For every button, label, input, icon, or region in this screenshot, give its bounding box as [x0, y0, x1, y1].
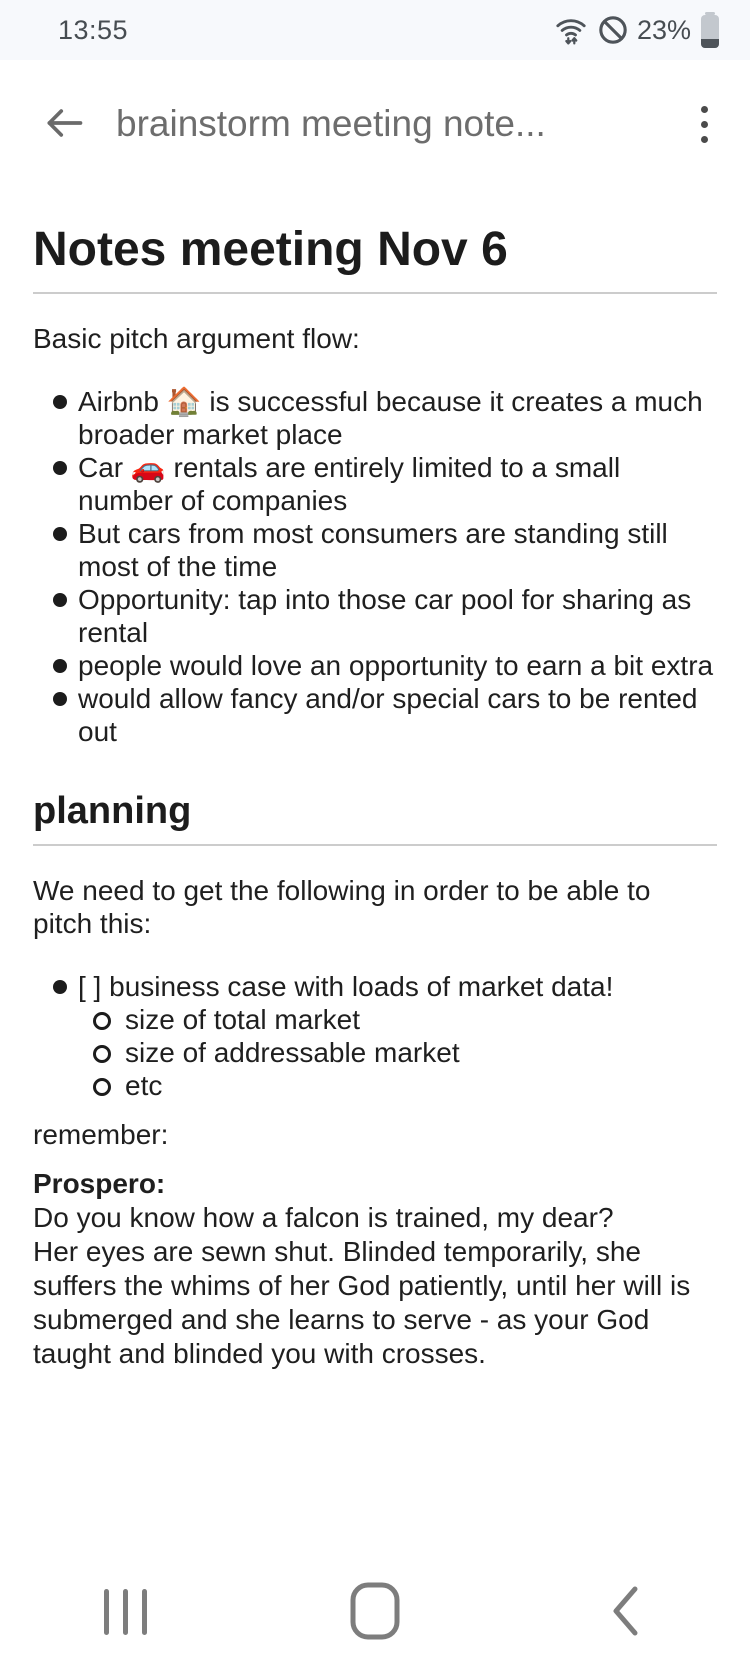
list-item: size of addressable market [33, 1036, 717, 1069]
status-time: 13:55 [58, 14, 129, 45]
quote-speaker: Prospero: [33, 1168, 166, 1199]
planning-bullet-list [33, 970, 717, 1102]
status-bar [0, 0, 750, 60]
kebab-menu-icon [701, 106, 708, 113]
list-item: size of total market [33, 1003, 717, 1036]
nav-back-icon [608, 1583, 642, 1642]
todo-sub-list [78, 1003, 717, 1102]
home-button[interactable] [349, 1581, 401, 1644]
recents-icon [104, 1589, 147, 1635]
list-item: would allow fancy and/or special cars to be rented out [33, 682, 717, 748]
list-item: etc [33, 1069, 717, 1102]
back-button[interactable] [36, 96, 92, 152]
list-item: people would love an opportunity to earn a bit extra [33, 649, 717, 682]
list-item: Car 🚗 rentals are entirely limited to a small number of companies [33, 451, 717, 517]
note-heading: Notes meeting Nov 6 [33, 224, 717, 294]
battery-icon [698, 10, 722, 50]
list-item: But cars from most consumers are standing still most of the time [33, 517, 717, 583]
notifications-blocked-icon [596, 13, 630, 47]
note-title[interactable]: brainstorm meeting note... [116, 103, 546, 144]
list-item: Opportunity: tap into those car pool for sharing as rental [33, 583, 717, 649]
wifi-icon [553, 12, 589, 48]
note-content[interactable] [0, 188, 750, 1563]
planning-intro-paragraph: We need to get the following in order to be able to pitch this: [33, 875, 651, 939]
status-icons [553, 10, 722, 50]
system-nav-bar [0, 1563, 750, 1667]
planning-heading: planning [33, 790, 717, 846]
todo-text: [ ] business case with loads of market data! [78, 971, 614, 1002]
quote-block [33, 1167, 717, 1371]
todo-list-item [33, 970, 717, 1102]
remember-label: remember: [33, 1119, 169, 1150]
recents-button[interactable] [104, 1589, 147, 1635]
nav-back-button[interactable] [608, 1583, 642, 1642]
battery-percent: 23% [636, 14, 691, 45]
home-icon [349, 1581, 401, 1644]
quote-line: Do you know how a falcon is trained, my dear? [33, 1202, 614, 1233]
overflow-menu-button[interactable] [680, 96, 728, 152]
app-bar [0, 60, 750, 188]
pitch-bullet-list [33, 385, 717, 748]
back-arrow-icon [42, 101, 86, 148]
quote-line: Her eyes are sewn shut. Blinded temporarily, she suffers the whims of her God patiently, until her will is submerged and she learns to serve - as your God taught and blinded you with crosses. [33, 1236, 691, 1369]
list-item: Airbnb 🏠 is successful because it creates a much broader market place [33, 385, 717, 451]
intro-paragraph: Basic pitch argument flow: [33, 323, 360, 354]
